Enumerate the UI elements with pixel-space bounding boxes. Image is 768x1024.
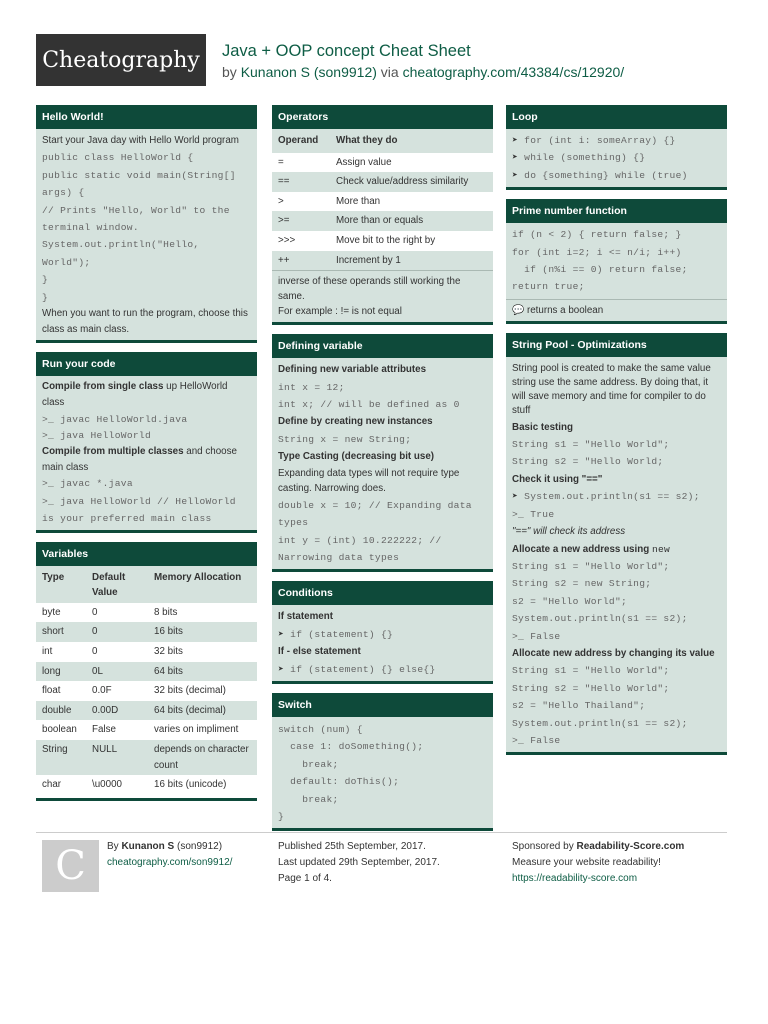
variables-header-default: Default Value bbox=[86, 566, 148, 603]
run-code-title: Run your code bbox=[36, 352, 257, 376]
table-row bbox=[36, 720, 257, 740]
sheet-url-link[interactable]: cheatography.com/43384/cs/12920/ bbox=[402, 64, 625, 80]
table-cell: Check value/address similarity bbox=[330, 172, 493, 192]
column-1 bbox=[36, 105, 257, 810]
loop-item-2 bbox=[512, 167, 721, 184]
table-cell: 64 bits bbox=[148, 662, 257, 682]
run-multi-rest: and choose main class bbox=[42, 446, 237, 474]
pool-h2: Check it using "==" bbox=[512, 473, 603, 485]
table-cell: boolean bbox=[36, 720, 86, 740]
variables-title: Variables bbox=[36, 542, 257, 566]
defining-c2-0: String x = new String; bbox=[278, 433, 412, 445]
operators-note bbox=[272, 270, 493, 322]
run-cmd-1-text: java HelloWorld bbox=[60, 429, 152, 441]
table-cell: 64 bits (decimal) bbox=[148, 701, 257, 721]
hello-world-box bbox=[36, 105, 257, 343]
avatar[interactable] bbox=[42, 840, 99, 892]
terminal-icon: >_ bbox=[42, 478, 55, 490]
hello-world-title: Hello World! bbox=[36, 105, 257, 129]
footer-sponsor-name: Readability-Score.com bbox=[576, 841, 685, 852]
table-cell: int bbox=[36, 642, 86, 662]
pool-c3-2: s2 = "Hello World"; bbox=[512, 595, 628, 607]
table-cell: Move bit to the right by bbox=[330, 231, 493, 251]
run-cmd-2-text: javac *.java bbox=[60, 478, 133, 490]
defining-c3-1: int y = (int) 10.222222; // Narrowing data types bbox=[278, 534, 442, 563]
pool-intro: String pool is created to make the same value string use the same address. By doing that, it will save memory and time for compiler to do stuff bbox=[512, 362, 711, 417]
byline-by: by bbox=[222, 64, 237, 80]
logo-text: Cheatography bbox=[42, 47, 200, 73]
table-row bbox=[272, 231, 493, 251]
table-cell: More than or equals bbox=[330, 211, 493, 231]
pool-c3r-text: False bbox=[530, 630, 561, 642]
conditions-c1-text: if (statement) {} bbox=[290, 628, 394, 640]
defining-c3-0: double x = 10; // Expanding data types bbox=[278, 499, 472, 529]
footer-author-handle: (son9912) bbox=[177, 841, 223, 852]
switch-code-5: } bbox=[278, 811, 285, 823]
switch-code-4: break; bbox=[278, 793, 339, 805]
operators-note-2: For example : != is not equal bbox=[278, 306, 402, 318]
prime-note-text: returns a boolean bbox=[526, 304, 604, 316]
table-cell: 8 bits bbox=[148, 603, 257, 623]
hello-code-2: args) { bbox=[42, 187, 85, 199]
table-cell: 16 bits (unicode) bbox=[148, 775, 257, 798]
hello-outro: When you want to run the program, choose this class as main class. bbox=[42, 308, 248, 335]
footer-page: Page 1 of 4. bbox=[278, 873, 332, 884]
pool-h3-text: Allocate a new address using bbox=[512, 543, 650, 555]
terminal-icon: >_ bbox=[512, 734, 525, 746]
footer-sponsor bbox=[512, 839, 684, 887]
table-row bbox=[36, 662, 257, 682]
run-multi-heading: Compile from multiple classes bbox=[42, 446, 184, 458]
switch-code-2: break; bbox=[278, 758, 339, 770]
prime-code-2: if (n%i == 0) return false; bbox=[512, 264, 688, 276]
run-single-text bbox=[42, 379, 251, 411]
table-cell: String bbox=[36, 740, 86, 775]
operators-box bbox=[272, 105, 493, 325]
byline bbox=[222, 64, 624, 80]
defining-c1-0: int x = 12; bbox=[278, 381, 345, 393]
pool-c1-1: String s2 = "Hello World; bbox=[512, 456, 664, 468]
table-cell: float bbox=[36, 681, 86, 701]
switch-code-1: case 1: doSomething(); bbox=[278, 741, 424, 753]
hello-code-6: } bbox=[42, 274, 49, 286]
table-cell: varies on impliment bbox=[148, 720, 257, 740]
loop-box bbox=[506, 105, 727, 190]
footer-sponsor-tag: Measure your website readability! bbox=[512, 857, 661, 868]
switch-code-0: switch (num) { bbox=[278, 724, 363, 736]
table-cell: NULL bbox=[86, 740, 148, 775]
table-row bbox=[36, 603, 257, 623]
hello-code-4: terminal window. bbox=[42, 222, 139, 234]
table-row bbox=[36, 642, 257, 662]
table-row bbox=[272, 153, 493, 173]
table-cell: \u0000 bbox=[86, 775, 148, 798]
pool-c3-3: System.out.println(s1 == s2); bbox=[512, 613, 688, 625]
run-single-rest: up HelloWorld class bbox=[42, 381, 228, 409]
pool-h3 bbox=[512, 541, 721, 558]
terminal-icon: >_ bbox=[42, 429, 55, 441]
defining-h1: Defining new variable attributes bbox=[278, 364, 427, 376]
run-single-heading: Compile from single class bbox=[42, 381, 164, 393]
string-pool-title: String Pool - Optimizations bbox=[506, 333, 727, 357]
operators-table bbox=[272, 129, 493, 270]
footer-author-link[interactable]: cheatography.com/son9912/ bbox=[107, 857, 233, 868]
pool-c2a bbox=[512, 488, 721, 505]
loop-item-0-text: for (int i: someArray) {} bbox=[524, 135, 676, 146]
table-cell: short bbox=[36, 622, 86, 642]
run-cmd-0 bbox=[42, 412, 251, 428]
table-cell: 32 bits bbox=[148, 642, 257, 662]
footer-dates bbox=[278, 839, 440, 887]
arrow-right-circle-icon: ➤ bbox=[512, 491, 519, 503]
table-row bbox=[272, 251, 493, 271]
conditions-box bbox=[272, 581, 493, 684]
pool-c4-1: String s2 = "Hello World"; bbox=[512, 682, 670, 694]
defining-h3: Type Casting (decreasing bit use) bbox=[278, 451, 435, 463]
table-cell: False bbox=[86, 720, 148, 740]
table-cell: 0 bbox=[86, 603, 148, 623]
table-row bbox=[36, 775, 257, 798]
table-cell: == bbox=[272, 172, 330, 192]
defining-variable-box bbox=[272, 334, 493, 572]
table-cell: 0.0F bbox=[86, 681, 148, 701]
table-cell: 0 bbox=[86, 642, 148, 662]
prime-code-1: for (int i=2; i <= n/i; i++) bbox=[512, 246, 682, 258]
footer-author-name: Kunanon S bbox=[121, 841, 175, 852]
run-cmd-0-text: javac HelloWorld.java bbox=[60, 413, 188, 425]
defining-variable-title: Defining variable bbox=[272, 334, 493, 358]
comment-icon: 💬 bbox=[512, 304, 525, 316]
arrow-right-circle-icon: ➤ bbox=[278, 663, 285, 675]
switch-title: Switch bbox=[272, 693, 493, 717]
prime-code-0: if (n < 2) { return false; } bbox=[512, 229, 682, 241]
conditions-c2 bbox=[278, 661, 487, 678]
table-cell: double bbox=[36, 701, 86, 721]
table-cell: 0L bbox=[86, 662, 148, 682]
switch-box bbox=[272, 693, 493, 831]
table-cell: >= bbox=[272, 211, 330, 231]
loop-title: Loop bbox=[506, 105, 727, 129]
arrow-right-circle-icon: ➤ bbox=[512, 135, 519, 146]
footer-by: By bbox=[107, 841, 119, 852]
arrow-right-circle-icon: ➤ bbox=[278, 628, 285, 640]
table-cell: depends on character count bbox=[148, 740, 257, 775]
table-row bbox=[272, 211, 493, 231]
pool-c3-1: String s2 = new String; bbox=[512, 578, 652, 590]
hello-code-3: // Prints "Hello, World" to the bbox=[42, 204, 230, 216]
loop-item-0 bbox=[512, 132, 721, 149]
pool-c4-3: System.out.println(s1 == s2); bbox=[512, 717, 688, 729]
conditions-h2: If - else statement bbox=[278, 646, 361, 658]
table-row bbox=[36, 701, 257, 721]
table-cell: 0 bbox=[86, 622, 148, 642]
operators-header-operand: Operand bbox=[272, 129, 330, 153]
operators-header-what: What they do bbox=[330, 129, 493, 153]
page-title: Java + OOP concept Cheat Sheet bbox=[222, 42, 471, 60]
footer-published: Published 25th September, 2017. bbox=[278, 841, 426, 852]
defining-h2: Define by creating new instances bbox=[278, 416, 433, 428]
pool-i2: "==" will check its address bbox=[512, 526, 626, 538]
footer-author bbox=[107, 839, 232, 871]
operators-note-1: inverse of these operands still working the same. bbox=[278, 276, 461, 303]
table-cell: 16 bits bbox=[148, 622, 257, 642]
variables-header-type: Type bbox=[36, 566, 86, 603]
loop-item-2-text: do {something} while (true) bbox=[524, 169, 688, 181]
pool-c4r-text: False bbox=[530, 734, 561, 746]
run-cmd-3-text: java HelloWorld // HelloWorld is your preferred main class bbox=[42, 495, 236, 524]
table-cell: > bbox=[272, 192, 330, 212]
table-cell: Increment by 1 bbox=[330, 251, 493, 271]
table-row bbox=[272, 192, 493, 212]
conditions-title: Conditions bbox=[272, 581, 493, 605]
table-row bbox=[36, 622, 257, 642]
conditions-h1: If statement bbox=[278, 611, 333, 623]
switch-code-3: default: doThis(); bbox=[278, 776, 400, 788]
footer bbox=[36, 832, 727, 893]
string-pool-box bbox=[506, 333, 727, 756]
loop-item-1 bbox=[512, 149, 721, 166]
pool-c2b bbox=[512, 506, 721, 523]
byline-via: via bbox=[380, 64, 399, 80]
run-cmd-3 bbox=[42, 493, 251, 527]
conditions-c1 bbox=[278, 626, 487, 643]
hello-code-0: public class HelloWorld { bbox=[42, 152, 194, 164]
table-cell: Assign value bbox=[330, 153, 493, 173]
footer-sponsor-link[interactable]: https://readability-score.com bbox=[512, 873, 638, 884]
table-cell: 32 bits (decimal) bbox=[148, 681, 257, 701]
defining-t3: Expanding data types will not require type casting. Narrowing does. bbox=[278, 467, 460, 495]
arrow-right-circle-icon: ➤ bbox=[512, 169, 519, 181]
prime-box bbox=[506, 199, 727, 324]
pool-h3-code: new bbox=[651, 543, 671, 555]
terminal-icon: >_ bbox=[42, 495, 55, 507]
pool-h1: Basic testing bbox=[512, 421, 573, 433]
defining-c1-1: int x; // will be defined as 0 bbox=[278, 398, 460, 410]
pool-c4-2: s2 = "Hello Thailand"; bbox=[512, 700, 646, 712]
run-cmd-1 bbox=[42, 428, 251, 444]
table-row bbox=[36, 740, 257, 775]
footer-author-line bbox=[107, 839, 232, 855]
variables-box bbox=[36, 542, 257, 801]
prime-title: Prime number function bbox=[506, 199, 727, 223]
table-row bbox=[36, 681, 257, 701]
hello-code-7: } bbox=[42, 291, 49, 303]
column-2 bbox=[272, 105, 493, 840]
avatar-letter: C bbox=[55, 843, 86, 889]
pool-c4r bbox=[512, 732, 721, 749]
operators-title: Operators bbox=[272, 105, 493, 129]
table-cell: = bbox=[272, 153, 330, 173]
variables-header-memory: Memory Allocation bbox=[148, 566, 257, 603]
table-cell: long bbox=[36, 662, 86, 682]
terminal-icon: >_ bbox=[42, 413, 55, 425]
pool-c1-0: String s1 = "Hello World"; bbox=[512, 439, 670, 451]
table-cell: byte bbox=[36, 603, 86, 623]
pool-c3-0: String s1 = "Hello World"; bbox=[512, 560, 670, 572]
column-3 bbox=[506, 105, 727, 764]
prime-code-3: return true; bbox=[512, 281, 585, 293]
footer-sponsored-by: Sponsored by bbox=[512, 841, 574, 852]
author-link[interactable]: Kunanon S (son9912) bbox=[240, 64, 377, 80]
run-multi-text bbox=[42, 444, 251, 476]
pool-h4: Allocate new address by changing its value bbox=[512, 647, 715, 659]
cheatography-logo[interactable] bbox=[36, 34, 206, 86]
hello-code-5: System.out.println("Hello, World"); bbox=[42, 239, 200, 268]
table-cell: ++ bbox=[272, 251, 330, 271]
pool-c3r bbox=[512, 628, 721, 645]
pool-c4-0: String s1 = "Hello World"; bbox=[512, 665, 670, 677]
prime-note bbox=[506, 299, 727, 321]
pool-c2b-text: True bbox=[530, 508, 555, 520]
run-code-box bbox=[36, 352, 257, 532]
footer-updated: Last updated 29th September, 2017. bbox=[278, 857, 440, 868]
table-cell: More than bbox=[330, 192, 493, 212]
terminal-icon: >_ bbox=[512, 630, 525, 642]
table-cell: char bbox=[36, 775, 86, 798]
run-cmd-2 bbox=[42, 476, 251, 492]
table-row bbox=[272, 172, 493, 192]
terminal-icon: >_ bbox=[512, 508, 525, 520]
table-cell: 0.00D bbox=[86, 701, 148, 721]
hello-code-1: public static void main(String[] bbox=[42, 169, 236, 181]
pool-c2a-text: System.out.println(s1 == s2); bbox=[524, 491, 700, 503]
table-cell: >>> bbox=[272, 231, 330, 251]
loop-item-1-text: while (something) {} bbox=[524, 152, 646, 164]
hello-intro: Start your Java day with Hello World program bbox=[42, 135, 239, 146]
variables-table bbox=[36, 566, 257, 798]
arrow-right-circle-icon: ➤ bbox=[512, 152, 519, 164]
conditions-c2-text: if (statement) {} else{} bbox=[290, 663, 436, 675]
footer-sponsor-line bbox=[512, 839, 684, 855]
